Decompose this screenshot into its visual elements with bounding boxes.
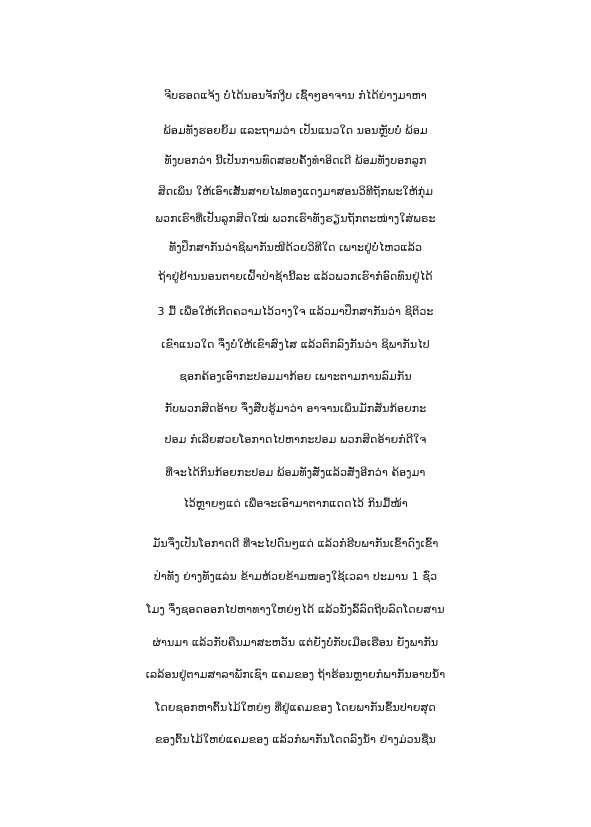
text-line: ປອມ ກໍເລີຍສວຍໂອກາດໄປຫາກະປອມ ພວກສິດອ້າຍກໍດີໃຈ bbox=[164, 433, 427, 446]
text-line: ໂມງ ຈຶ່ງຊອດອອກໄປຫາທາງໃຫຍ່ໆໄດ້ ແລ້ວນັ່ງລົ້ລົດຖີບລົດໂດຍສານ bbox=[146, 603, 445, 616]
text-line: ໂດຍຊອກຫາຕົ້ນໄມ້ໃຫຍ່ໆ ທີ່ຢູ່ແຄມຂອງ ໂດຍພາກັນຂຶ້ນປາຍສຸດ bbox=[155, 701, 436, 714]
text-line: ສິດເພິ່ນ ໃຫ້ເອົາເສັ້ນສາຍໄຟທອງແດງມາສອນວິທີຖັກພະໃຫ້ກຸ່ມ bbox=[157, 185, 434, 198]
text-line: ຈີບຮອດແຈ້ງ ບໍ່ໄດ້ນອນຈັກງີບ ເຊົ້າໆອາຈານ ກໍໄດ້ຍ່າງມາຫາ bbox=[164, 89, 427, 102]
text-line: ທີ່ຈະໄດ້ກິນກ້ອຍກະປອມ ພ້ອມທັງສັ່ງແລ້ວສັ່ງອີກວ່າ ຄ້ອງມາ bbox=[165, 466, 426, 479]
text-line: ພ້ອມທັງຮອຍຍິ້ມ ແລະຖາມວ່າ ເປັນແນວໃດ ນອນຫຼັບບໍ່ ພ້ອມ bbox=[163, 124, 428, 137]
text-line: ຊອກຄ້ອງເອົາກະປອມມາກ້ອຍ ເພາະຕາມການລົມກັນ bbox=[179, 370, 412, 383]
text-line: ມັນຈຶ່ງເປັນໂອກາດດີ ທີ່ຈະໄປດົນໆແດ່ ແລ້ວກໍຮີບພາກັນເຂົ້າດົງເຂົ້າ bbox=[152, 537, 439, 550]
text-line: ຂອງຕົ້ນໄມ້ໃຫຍ່ແຄມຂອງ ແລ້ວກໍພາກັນໂດດລົງນໍ້າ ຢ່າງມ່ວນຊື່ນ bbox=[155, 733, 436, 746]
text-line: ທັງປຶກສາກັນວ່າຊິພາກັນໜີດ້ວຍວິທີໃດ ເພາະຢູ່ບໍ່ໄຫວແລ້ວ bbox=[168, 241, 423, 254]
text-line: ຜ່ານມາ ແລ້ວກັບຄືນມາສະຫວັນ ແຕ່ຍັງບໍ່ກັບເມືອເຮືອນ ຍັງພາກັນ bbox=[152, 636, 439, 649]
text-line: ໄວ້ຫຼາຍໆແດ່ ເພື່ອຈະເອົາມາຕາກແດດໄວ້ ກິນມື້ໜ້າ bbox=[183, 497, 408, 510]
text-line: ຖ້າຢູ່ຢ້ານນອນຕາຍເຝົ້າປ່າຊ້ານີ້ລະ ແລ້ວພວກເຮົາກໍອົດທົນຢູ່ໄດ້ bbox=[158, 270, 433, 283]
text-line: ກັບພວກສິດອ້າຍ ຈຶ່ງສືບຮູ້ມາວ່າ ອາຈານເພິ່ນມັກສັນກ້ອຍກະ bbox=[164, 402, 427, 415]
text-line: ປ່າທັງ ຍ່າງທັງແລ່ນ ຂ້າມຫ້ວຍຂ້າມໜອງໃຊ້ເວລາ ປະມານ 1 ຊົ່ວ bbox=[153, 570, 438, 583]
text-line: 3 ມື້ ເພື່ອໃຫ້ເກີດຄວາມໄວ້ວາງໃຈ ແລ້ວມາປຶກສາກັນວ່າ ຊິຕິວະ bbox=[157, 305, 434, 318]
text-line: ເລລ້ອນຢູ່ຕາມສາລາພັກເຊົາ ແຄມຂອງ ຖ້າຮ້ອນຫຼາຍກໍພາກັນອາບນໍ້າ bbox=[145, 668, 446, 681]
text-line: ທັງບອກວ່າ ນີ້ເປັນການທົດສອບຄັ້ງທຳອິດເດີ ພ້ອມທັງບອກລູກ bbox=[164, 154, 427, 167]
text-line: ເຂົາແນວໃດ ຈຶ່ງບໍ່ໃຫ້ເຂົາສົງໄສ ແລ້ວຕົກລົງກັນວ່າ ຊິພາກັນໄປ bbox=[161, 338, 430, 351]
text-line: ພວກເຮົາທີ່ເປັນລູກສິດໃໝ່ ພວກເຮົາທັງຮຽນຖັກຕະໜ່າງໃສ່ພຣະ bbox=[155, 212, 436, 225]
